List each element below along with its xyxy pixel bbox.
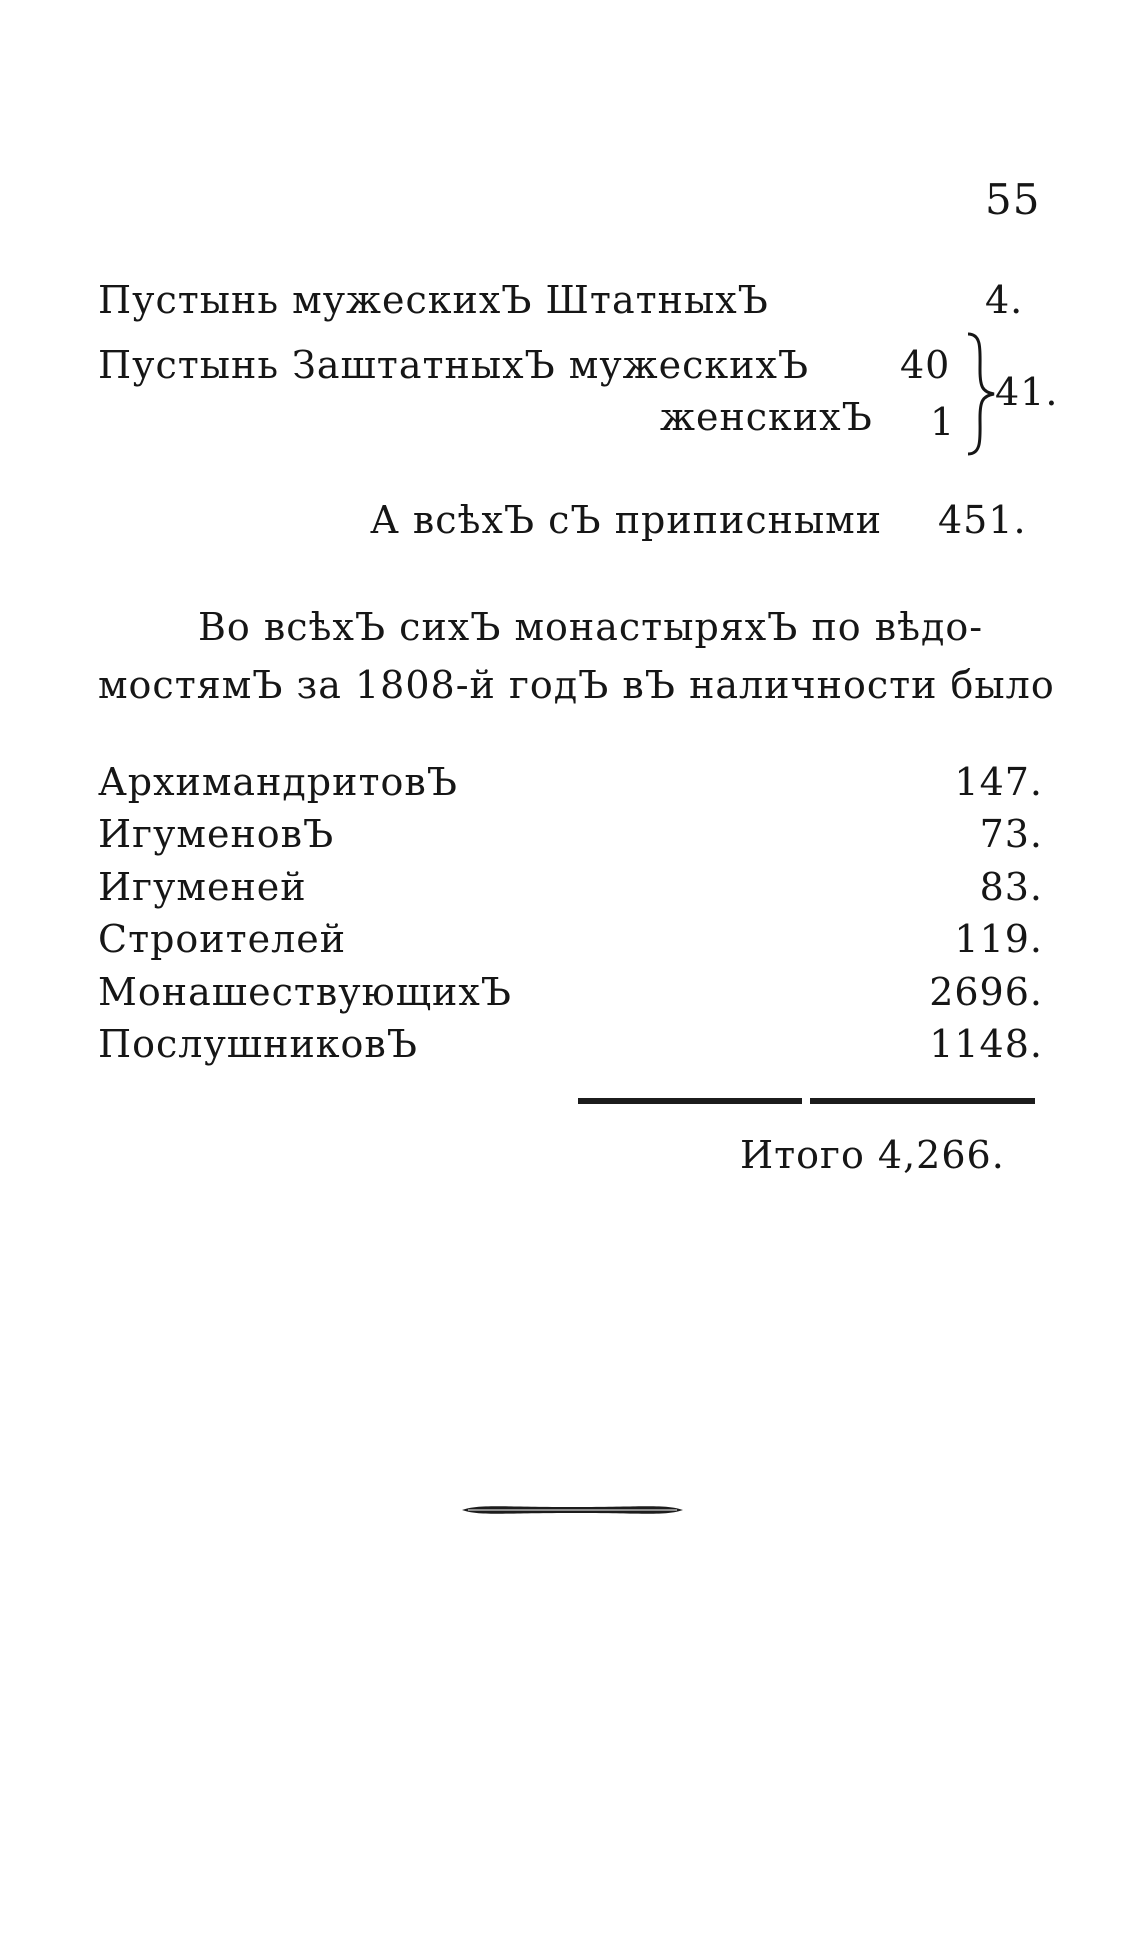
clergy-row-count: 83. — [979, 865, 1043, 909]
grand-total: Итого 4,266. — [740, 1133, 1005, 1177]
clergy-row — [98, 760, 1043, 806]
clergy-row-count: 2696. — [929, 970, 1043, 1014]
unstaffed-hermitages-total: 41. — [995, 370, 1059, 414]
sum-rule-gap — [802, 1097, 810, 1105]
clergy-row-count: 73. — [979, 812, 1043, 856]
total-with-assigned-label: А всѣхЪ сЪ приписными — [370, 498, 883, 542]
clergy-row-label: ПослушниковЪ — [98, 1022, 418, 1066]
clergy-row-count: 1148. — [929, 1022, 1043, 1066]
unstaffed-female-hermitages-value: 1 — [930, 400, 956, 444]
clergy-row — [98, 865, 1043, 911]
clergy-row-label: МонашествующихЪ — [98, 970, 512, 1014]
clergy-row — [98, 970, 1043, 1016]
clergy-row — [98, 812, 1043, 858]
staffed-male-hermitages-value: 4. — [985, 278, 1024, 322]
staffed-male-hermitages-label: Пустынь мужескихЪ ШтатныхЪ — [98, 278, 769, 322]
unstaffed-male-hermitages-label: Пустынь ЗаштатныхЪ мужескихЪ — [98, 343, 810, 387]
unstaffed-male-hermitages-value: 40 — [900, 343, 951, 387]
ornament-rule — [460, 1500, 685, 1520]
paragraph-line-2: мостямЪ за 1808-й годЪ вЪ наличности было — [98, 663, 1055, 707]
total-with-assigned-value: 451. — [938, 498, 1027, 542]
clergy-row-count: 119. — [954, 917, 1043, 961]
paragraph-line-1: Во всѣхЪ сихЪ монастыряхЪ по вѣдо- — [198, 605, 984, 649]
clergy-row-label: Строителей — [98, 917, 347, 961]
clergy-row — [98, 917, 1043, 963]
clergy-row-label: Игуменей — [98, 865, 307, 909]
page-number: 55 — [985, 175, 1041, 224]
clergy-row — [98, 1022, 1043, 1068]
clergy-row-label: АрхимандритовЪ — [98, 760, 458, 804]
clergy-row-label: ИгуменовЪ — [98, 812, 335, 856]
curly-brace-icon — [958, 330, 1000, 458]
clergy-row-count: 147. — [954, 760, 1043, 804]
unstaffed-female-hermitages-label: женскихЪ — [660, 395, 873, 439]
